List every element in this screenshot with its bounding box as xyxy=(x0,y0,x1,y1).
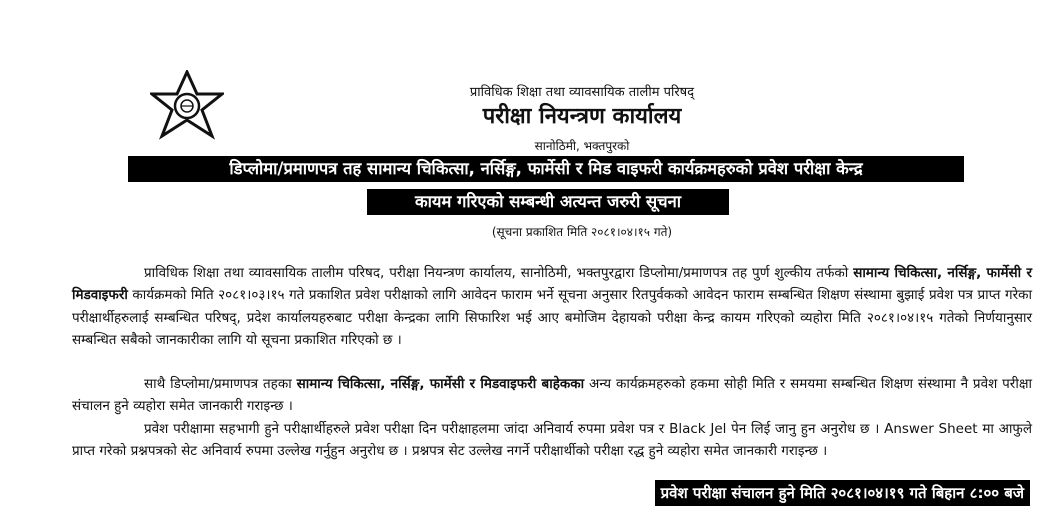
office-location: सानोठिमी, भक्तपुरको xyxy=(534,139,630,153)
paragraph-1-body: कार्यक्रमको मिति २०८१।०३।१५ गते प्रकाशित प्रवेश परीक्षाको लागि आवेदन फाराम भर्ने सूचना अनुसार रितपुर्वकको आवेदन फाराम सम्बन्धित शिक्षण संस्थामा बुझाई प्रवेश पत्र प्राप्त गरेका परीक्षार्थीहरुलाई सम्बन्धित परिषद्, प्रदेश कार्यालयहरुबाट परीक्षा केन्द्रका लागि सिफारिश भई आए बमोजिम देहायको परीक्षा केन्द्र कायम गरिएको व्यहोरा मिति २०८१।०४।१५ गतेको निर्णयानुसार सम्बन्धित सबैको जानकारीका लागि यो सूचना प्रकाशित गरिएको छ । xyxy=(72,287,1032,348)
office-name: परीक्षा नियन्त्रण कार्यालय xyxy=(482,104,682,129)
notice-title-line-1: डिप्लोमा/प्रमाणपत्र तह सामान्य चिकित्सा, नर्सिङ्ग, फार्मेसी र मिड वाइफरी कार्यक्रमहरुको प्रवेश परीक्षा केन्द्र xyxy=(128,156,964,182)
paragraph-3-body: प्रवेश परीक्षामा सहभागी हुने परीक्षार्थीहरुले प्रवेश परीक्षा दिन परीक्षाहलमा जांदा अनिवार्य रुपमा प्रवेश पत्र र Black Jel पेन लिई जानु हुन अनुरोध छ । Answer Sheet मा आफुले प्राप्त गरेको प्रश्नपत्रको सेट अनिवार्य रुपमा उल्लेख गर्नुहुन अनुरोध छ । प्रश्नपत्र सेट उल्लेख नगर्ने परीक्षार्थीको परीक्षा रद्ध हुने व्यहोरा समेत जानकारी गराइन्छ । xyxy=(72,421,1032,460)
paragraph-1-intro: प्राविधिक शिक्षा तथा व्यावसायिक तालीम परिषद, परीक्षा नियन्त्रण कार्यालय, सानोठिमी, भक्तपुरद्वारा डिप्लोमा/प्रमाणपत्र तह पुर्ण शुल्कीय तर्फको xyxy=(144,265,849,281)
published-date: (सूचना प्रकाशित मिति २०८१।०४।१५ गते) xyxy=(491,225,673,239)
paragraph-2-body: अन्य कार्यक्रमहरुको हकमा सोही मिति र समयमा सम्बन्धित शिक्षण संस्थामा नै प्रवेश परीक्षा संचालन हुने व्यहोरा समेत जानकारी गराइन्छ । xyxy=(72,376,1033,415)
paragraph-1 xyxy=(72,262,1032,351)
exam-date-banner: प्रवेश परीक्षा संचालन हुने मिति २०८१।०४।१९ गते बिहान ८:०० बजे xyxy=(655,480,1030,506)
paragraph-3 xyxy=(72,418,1032,463)
paragraph-2 xyxy=(72,373,1032,418)
notice-title-line-2: कायम गरिएको सम्बन्धी अत्यन्त जरुरी सूचना xyxy=(367,189,729,215)
paragraph-2-intro: साथै डिप्लोमा/प्रमाणपत्र तहका xyxy=(144,376,292,392)
organization-name: प्राविधिक शिक्षा तथा व्यावसायिक तालीम परिषद् xyxy=(469,85,695,100)
paragraph-2-programs: सामान्य चिकित्सा, नर्सिङ्ग, फार्मेसी र मिडवाइफरी बाहेकका xyxy=(296,376,585,392)
paragraph-1-programs: सामान्य चिकित्सा, नर्सिङ्ग, फार्मेसी र मिडवाइफरी xyxy=(72,265,1032,304)
